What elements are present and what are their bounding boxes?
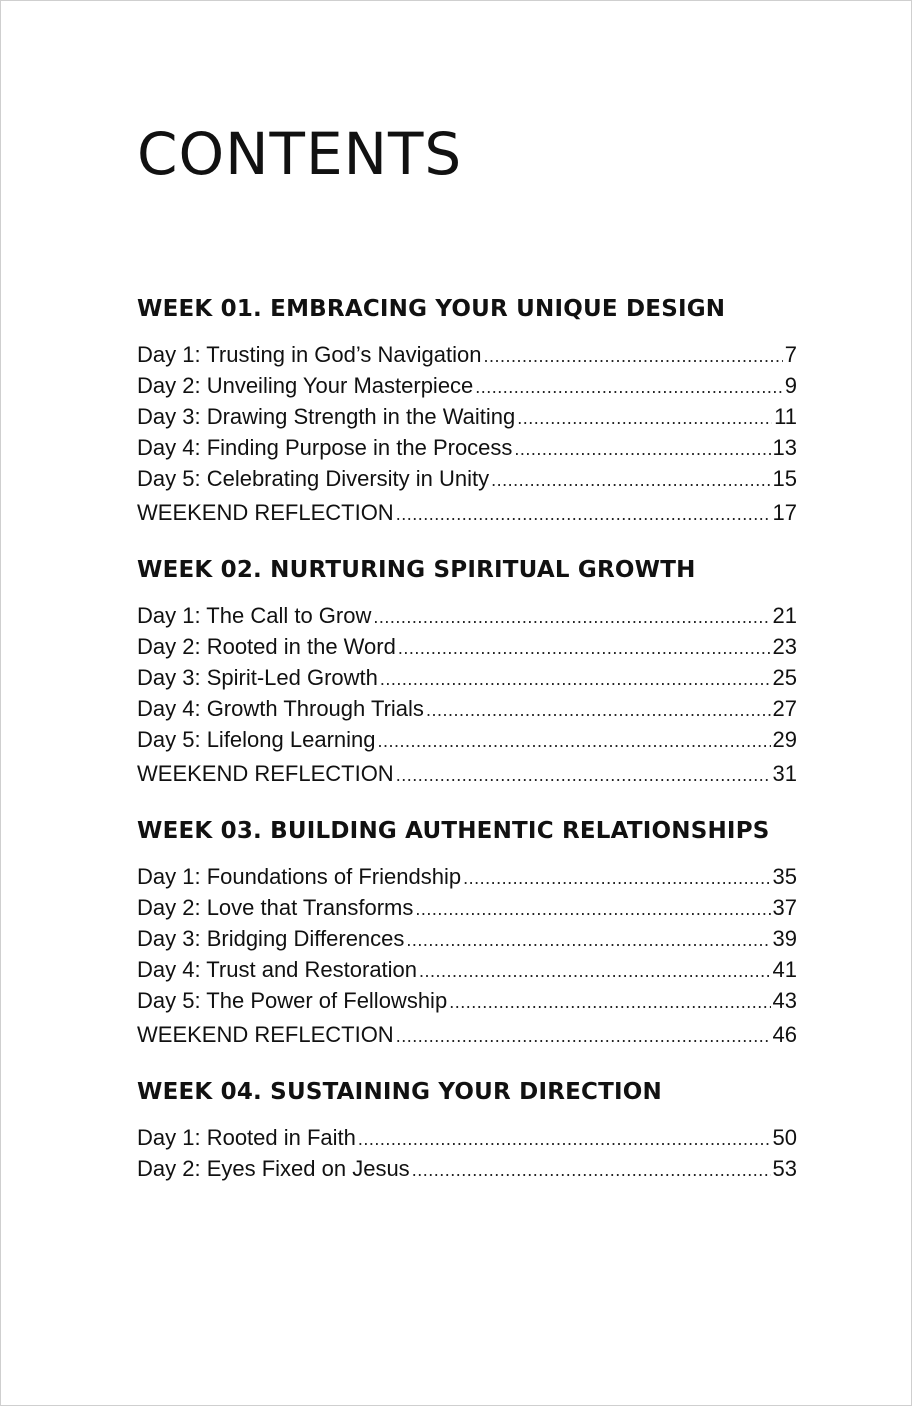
- toc-entry[interactable]: [137, 693, 797, 724]
- week-heading: WEEK 04. SUSTAINING YOUR DIRECTION: [137, 1079, 662, 1105]
- entry-page-number: 29: [772, 727, 797, 752]
- entry-page-number: 11: [774, 404, 797, 429]
- entry-page-number: 46: [772, 1022, 797, 1047]
- entry-title: Day 5: Celebrating Diversity in Unity: [137, 466, 490, 491]
- toc-entry[interactable]: [137, 432, 797, 463]
- toc-entry[interactable]: [137, 923, 797, 954]
- entry-title: Day 2: Rooted in the Word: [137, 634, 396, 659]
- dot-leader: [358, 1124, 771, 1155]
- entry-title: Day 3: Spirit-Led Growth: [137, 665, 378, 690]
- dot-leader: [396, 499, 771, 530]
- toc-entry[interactable]: [137, 861, 797, 892]
- toc-entry[interactable]: [137, 631, 797, 662]
- entry-page-number: 53: [772, 1156, 797, 1181]
- week-heading: WEEK 02. NURTURING SPIRITUAL GROWTH: [137, 557, 696, 583]
- entry-title: Day 3: Bridging Differences: [137, 926, 405, 951]
- entry-title: Day 1: Rooted in Faith: [137, 1125, 356, 1150]
- dot-leader: [396, 760, 771, 791]
- entry-page-number: 41: [772, 957, 797, 982]
- entry-page-number: 31: [772, 761, 797, 786]
- dot-leader: [463, 863, 770, 894]
- toc-entry[interactable]: [137, 724, 797, 755]
- entry-page-number: 17: [772, 500, 797, 525]
- entry-page-number: 23: [772, 634, 797, 659]
- week-01-section: [137, 293, 797, 528]
- dot-leader: [412, 1155, 771, 1186]
- toc-entry[interactable]: [137, 600, 797, 631]
- week-04-section: [137, 1076, 797, 1184]
- week-heading: WEEK 01. EMBRACING YOUR UNIQUE DESIGN: [137, 296, 726, 322]
- entry-page-number: 39: [772, 926, 797, 951]
- entry-title: WEEKEND REFLECTION: [137, 761, 394, 786]
- entry-title: Day 2: Unveiling Your Masterpiece: [137, 373, 474, 398]
- dot-leader: [514, 434, 770, 465]
- entry-title: Day 4: Finding Purpose in the Process: [137, 435, 513, 460]
- dot-leader: [491, 465, 770, 496]
- toc-entry[interactable]: [137, 401, 797, 432]
- entry-list: [137, 600, 797, 789]
- entry-title: WEEKEND REFLECTION: [137, 500, 394, 525]
- entry-title: Day 5: Lifelong Learning: [137, 727, 376, 752]
- table-of-contents: [137, 293, 797, 1210]
- entry-page-number: 35: [772, 864, 797, 889]
- toc-entry[interactable]: [137, 1122, 797, 1153]
- toc-entry[interactable]: [137, 954, 797, 985]
- entry-list: [137, 1122, 797, 1184]
- dot-leader: [517, 403, 772, 434]
- entry-page-number: 50: [772, 1125, 797, 1150]
- dot-leader: [415, 894, 770, 925]
- entry-page-number: 27: [772, 696, 797, 721]
- entry-title: Day 2: Love that Transforms: [137, 895, 414, 920]
- toc-entry[interactable]: [137, 662, 797, 693]
- entry-page-number: 9: [784, 373, 797, 398]
- toc-entry-weekend-reflection[interactable]: [137, 758, 797, 789]
- toc-entry-weekend-reflection[interactable]: [137, 497, 797, 528]
- entry-title: Day 5: The Power of Fellowship: [137, 988, 448, 1013]
- entry-title: Day 1: Trusting in God’s Navigation: [137, 342, 482, 367]
- toc-entry[interactable]: [137, 1153, 797, 1184]
- week-02-section: [137, 554, 797, 789]
- dot-leader: [483, 341, 782, 372]
- dot-leader: [475, 372, 782, 403]
- toc-entry[interactable]: [137, 463, 797, 494]
- dot-leader: [398, 633, 771, 664]
- week-heading: WEEK 03. BUILDING AUTHENTIC RELATIONSHIPS: [137, 818, 770, 844]
- entry-list: [137, 339, 797, 528]
- dot-leader: [449, 987, 770, 1018]
- entry-title: WEEKEND REFLECTION: [137, 1022, 394, 1047]
- toc-entry[interactable]: [137, 339, 797, 370]
- entry-page-number: 25: [772, 665, 797, 690]
- dot-leader: [426, 695, 771, 726]
- entry-title: Day 4: Trust and Restoration: [137, 957, 418, 982]
- entry-page-number: 43: [772, 988, 797, 1013]
- entry-page-number: 37: [772, 895, 797, 920]
- week-03-section: [137, 815, 797, 1050]
- dot-leader: [396, 1021, 771, 1052]
- dot-leader: [373, 602, 770, 633]
- toc-entry-weekend-reflection[interactable]: [137, 1019, 797, 1050]
- page-title: CONTENTS: [137, 120, 463, 188]
- entry-page-number: 13: [772, 435, 797, 460]
- dot-leader: [380, 664, 771, 695]
- dot-leader: [419, 956, 770, 987]
- dot-leader: [378, 726, 771, 757]
- entry-title: Day 1: Foundations of Friendship: [137, 864, 462, 889]
- entry-list: [137, 861, 797, 1050]
- entry-title: Day 4: Growth Through Trials: [137, 696, 424, 721]
- entry-title: Day 3: Drawing Strength in the Waiting: [137, 404, 516, 429]
- toc-entry[interactable]: [137, 985, 797, 1016]
- entry-title: Day 2: Eyes Fixed on Jesus: [137, 1156, 410, 1181]
- entry-page-number: 21: [772, 603, 797, 628]
- entry-page-number: 7: [784, 342, 797, 367]
- entry-title: Day 1: The Call to Grow: [137, 603, 372, 628]
- entry-page-number: 15: [772, 466, 797, 491]
- dot-leader: [406, 925, 770, 956]
- toc-entry[interactable]: [137, 370, 797, 401]
- toc-entry[interactable]: [137, 892, 797, 923]
